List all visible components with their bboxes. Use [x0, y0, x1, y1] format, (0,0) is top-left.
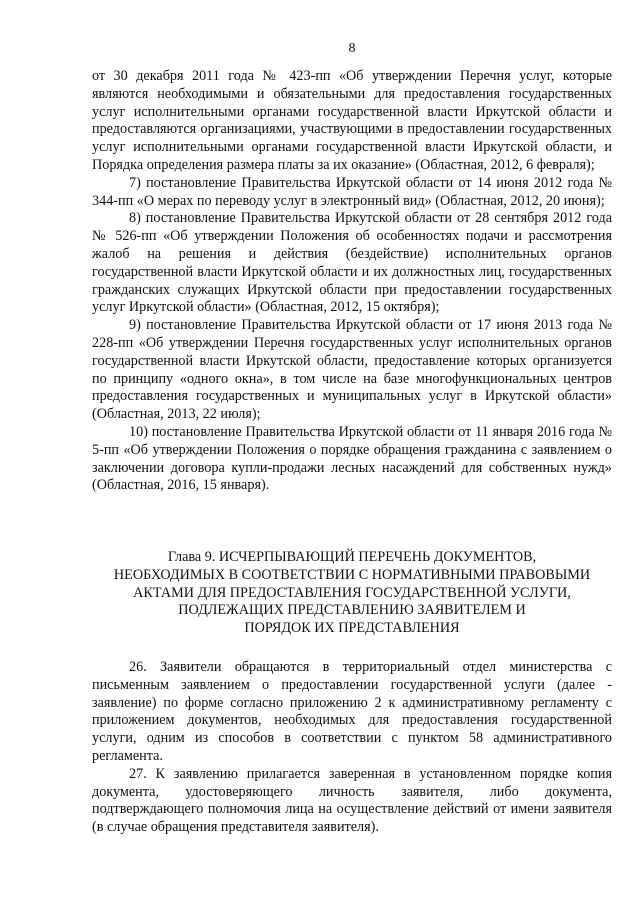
paragraph-27: 27. К заявлению прилагается заверенная в установленном порядке копия документа, удостоверяющего личность заявителя, либо документа, подтверждающего полномочия лица на осуществление действий от имени заявителя (в случае обращения представителя заявителя). — [92, 765, 612, 836]
paragraph-7: 7) постановление Правительства Иркутской области от 14 июня 2012 года № 344-пп «О мерах по переводу услуг в электронный вид» (Областная, 2012, 20 июня); — [92, 174, 612, 209]
chapter-heading-line: НЕОБХОДИМЫХ В СООТВЕТСТВИИ С НОРМАТИВНЫМИ ПРАВОВЫМИ — [113, 566, 591, 583]
paragraph-8: 8) постановление Правительства Иркутской области от 28 сентября 2012 года № 526-пп «Об утверждении Положения об особенностях подачи и рассмотрения жалоб на решения и действия (бездействие) исполнительных органов государственной власти Иркутской области и их должностных лиц, государственных гражданских служащих Иркутской области при предоставлении государственных услуг Иркутской области» (Областная, 2012, 15 октября); — [92, 210, 612, 316]
chapter-heading-line: ПОРЯДОК ИХ ПРЕДСТАВЛЕНИЯ — [244, 620, 460, 637]
page-number: 8 — [348, 41, 356, 56]
legal-acts-list — [92, 68, 612, 495]
paragraph-10: 10) постановление Правительства Иркутской области от 11 января 2016 года № 5-пп «Об утверждении Положения о порядке обращения гражданина с заявлением о заключении договора купли-продажи лесных насаждений для собственных нужд» (Областная, 2016, 15 января). — [92, 423, 612, 494]
chapter-heading-line: Глава 9. ИСЧЕРПЫВАЮЩИЙ ПЕРЕЧЕНЬ ДОКУМЕНТОВ, — [167, 549, 537, 565]
chapter-heading-line: АКТАМИ ДЛЯ ПРЕДОСТАВЛЕНИЯ ГОСУДАРСТВЕННОЙ УСЛУГИ, — [133, 584, 571, 601]
paragraph-6-continuation: от 30 декабря 2011 года № 423-пп «Об утверждении Перечня услуг, которые являются необходимыми и обязательными для предоставления государственных услуг исполнительными органами государственной власти Иркутской области и предоставляются организациями, участвующими в предоставлении государственных услуг исполнительными органами государственной власти Иркутской области, и Порядка определения размера платы за их оказание» (Областная, 2012, 6 февраля); — [92, 68, 612, 173]
document-page — [92, 0, 612, 905]
chapter-body — [92, 659, 612, 837]
chapter-heading — [92, 549, 612, 638]
chapter-heading-line: ПОДЛЕЖАЩИХ ПРЕДСТАВЛЕНИЮ ЗАЯВИТЕЛЕМ И — [178, 602, 526, 619]
paragraph-9: 9) постановление Правительства Иркутской области от 17 июня 2013 года № 228-пп «Об утверждении Перечня государственных услуг исполнительных органов государственной власти Иркутской области, предоставление которых организуется по принципу «одного окна», в том числе на базе многофункциональных центров предоставления государственных и муниципальных услуг в Иркутской области» (Областная, 2013, 22 июля); — [92, 317, 612, 423]
paragraph-26: 26. Заявители обращаются в территориальный отдел министерства с письменным заявлением о предоставлении государственной услуги (далее - заявление) по форме согласно приложению 2 к административному регламенту с приложением документов, необходимых для предоставления государственной услуги, одним из способов в соответствии с пунктом 58 административного регламента. — [92, 659, 612, 764]
